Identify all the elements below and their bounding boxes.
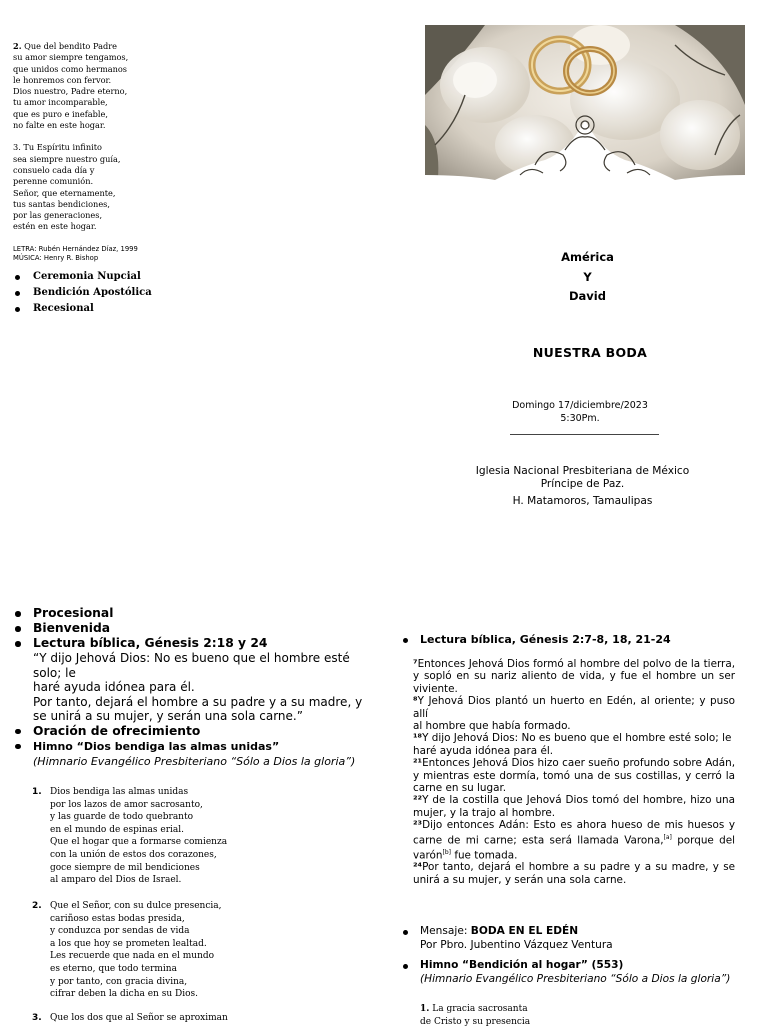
verse-number: ⁷	[413, 658, 418, 670]
verse-text: Por tanto, dejará el hombre a su padre y a su madre, y se unirá a su mujer, y serán una sola carne.	[413, 861, 735, 886]
verse-22	[413, 794, 735, 819]
event-date	[500, 399, 660, 425]
program-item-himno	[15, 739, 375, 769]
verse-24	[413, 861, 735, 886]
hymn-credits	[13, 245, 138, 262]
divider-line	[510, 434, 659, 435]
verse-number: ²²	[413, 794, 423, 807]
program-list-top	[15, 269, 152, 317]
himno-2-subtitle: (Himnario Evangélico Presbiteriano “Sólo a Dios la gloria”)	[420, 972, 731, 985]
verse-text: porque del varón	[413, 834, 735, 862]
groom-name: David	[569, 289, 606, 303]
stanza-line: La gracia sacrosanta	[429, 1004, 528, 1014]
program-item: Recesional	[15, 301, 152, 317]
himno-subtitle: (Himnario Evangélico Presbiteriano “Sólo a Dios la gloria”)	[33, 754, 356, 768]
verse-text: Y Jehová Dios plantó un huerto en Edén, al oriente; y puso allí	[413, 695, 735, 720]
program-item-lectura	[15, 636, 375, 724]
stanza-number: 1.	[420, 1004, 430, 1014]
date-text: Domingo 17/diciembre/2023	[512, 400, 648, 411]
mensaje-preacher: Por Pbro. Jubentino Vázquez Ventura	[420, 938, 613, 951]
footnote-link[interactable]: [a]	[663, 833, 672, 841]
church-name: Príncipe de Paz.	[540, 478, 625, 490]
hymn-stanza-1	[32, 786, 282, 887]
church-info	[440, 465, 725, 508]
page-title: NUESTRA BODA	[532, 345, 648, 360]
verse-line: “Y dijo Jehová Dios: No es bueno que el hombre esté solo; le	[33, 651, 350, 680]
hymn-stanza-2	[13, 41, 213, 131]
hymn-stanza-3	[32, 1012, 282, 1025]
stanza-text: Dios bendiga las almas unidas por los lazos de amor sacrosanto, y las guarde de todo quebranto en el mundo de espinas erial. Que el hogar que a formarse comienza con la unión de estos dos corazones, goce siempre de mil bendiciones al amparo del Dios de Israel.	[50, 787, 228, 886]
church-city: H. Matamoros, Tamaulipas	[512, 495, 653, 507]
mensaje-title: BODA EN EL EDÉN	[470, 925, 579, 937]
program-item: Ceremonia Nupcial	[15, 269, 152, 285]
stanza-text: Que los dos que al Señor se aproximan	[50, 1013, 228, 1023]
verse-7	[413, 658, 735, 695]
verse-23	[413, 819, 735, 861]
himno-2-item	[403, 959, 730, 986]
verse-line: Por tanto, dejará el hombre a su padre y a su madre, y se unirá a su mujer, y serán una sola carne.”	[33, 694, 363, 723]
stanza-number: 2.	[32, 901, 42, 911]
and-text: Y	[583, 269, 592, 284]
verse-number: ⁸	[413, 695, 418, 708]
himno-2-title: Himno “Bendición al hogar” (553)	[420, 959, 624, 971]
verse-text: fue tomada.	[451, 849, 518, 862]
stanza-line: de Cristo y su presencia	[420, 1016, 531, 1027]
verse-text: Dijo entonces Adán: Esto es ahora hueso de mis huesos y carne de mi carne; esta será llamada Varona,	[413, 819, 735, 847]
mensaje-item	[403, 925, 613, 952]
credit-musica: MÚSICA: Henry R. Bishop	[13, 253, 99, 262]
verse-text: Y dijo Jehová Dios: No es bueno que el hombre esté solo; le	[422, 732, 732, 745]
lectura-verse	[33, 651, 375, 724]
bride-name: América	[561, 250, 614, 264]
verse-number: ¹⁸	[413, 732, 423, 745]
church-denomination: Iglesia Nacional Presbiteriana de México	[475, 465, 690, 477]
verse-8b: al hombre que había formado.	[413, 720, 571, 733]
hymn-stanza-2	[32, 900, 282, 1001]
genesis-reading	[413, 658, 735, 886]
verse-number: ²³	[413, 819, 423, 832]
verse-text: Entonces Jehová Dios formó al hombre del polvo de la tierra, y sopló en su nariz aliento de vida, y fue el hombre un ser viviente.	[413, 658, 735, 695]
program-item-procesional: Procesional	[15, 606, 375, 621]
program-item: Bendición Apostólica	[15, 285, 152, 301]
verse-number: ²⁴	[413, 861, 423, 874]
verse-18	[413, 732, 735, 744]
program-item-oracion: Oración de ofrecimiento	[15, 724, 375, 739]
verse-8	[413, 695, 735, 720]
hymn-top-text	[13, 41, 213, 233]
time-text: 5:30Pm.	[560, 413, 600, 424]
footnote-link[interactable]: [b]	[442, 848, 452, 856]
verse-line: haré ayuda idónea para él.	[33, 680, 195, 694]
stanza-number: 3.	[32, 1013, 42, 1023]
himno-title: Himno “Dios bendiga las almas unidas”	[33, 739, 280, 753]
stanza-number: 1.	[32, 787, 42, 797]
verse-21	[413, 757, 735, 794]
mensaje-label: Mensaje:	[420, 925, 471, 937]
couple-names	[520, 248, 655, 307]
wedding-rings-image	[425, 25, 745, 203]
himno-2-stanza-1	[420, 1003, 620, 1028]
verse-text: Entonces Jehová Dios hizo caer sueño profundo sobre Adán, y mientras este dormía, tomó una de sus costillas, y cerró la carne en su lugar.	[413, 757, 735, 795]
credit-letra: LETRA: Rubén Hernández Díaz, 1999	[13, 245, 138, 253]
program-item-bienvenida: Bienvenida	[15, 621, 375, 636]
lectura-2-title: Lectura bíblica, Génesis 2:7-8, 18, 21-24	[403, 633, 671, 646]
lectura-title: Lectura bíblica, Génesis 2:18 y 24	[33, 636, 268, 650]
program-list-bottom	[15, 606, 375, 769]
stanza-text: Que del bendito Padre su amor siempre tengamos, que unidos como hermanos le honremos con fervor. Dios nuestro, Padre eterno, tu amor incomparable, que es puro e inefable, no falte en este hogar.	[13, 41, 129, 131]
hymn-stanza-3: 3. Tu Espíritu infinito sea siempre nuestro guía, consuelo cada día y perenne comunión. Señor, que eternamente, tus santas bendiciones, por las generaciones, estén en este hogar.	[13, 142, 121, 232]
stanza-number: 2.	[13, 41, 22, 51]
stanza-text: Que el Señor, con su dulce presencia, cariñoso estas bodas presida, y conduzca por sendas de vida a los que hoy se prometen lealtad. Les recuerde que nada en el mundo es eterno, que todo termina y por tanto, con gracia divina, cifrar deben la dicha en su Dios.	[50, 901, 222, 1000]
verse-18b: haré ayuda idónea para él.	[413, 744, 554, 757]
verse-text: Y de la costilla que Jehová Dios tomó del hombre, hizo una mujer, y la trajo al hombre.	[413, 794, 735, 819]
mensaje-line	[420, 925, 613, 939]
verse-number: ²¹	[413, 757, 423, 770]
cover-photo-rings-flowers	[425, 25, 745, 203]
